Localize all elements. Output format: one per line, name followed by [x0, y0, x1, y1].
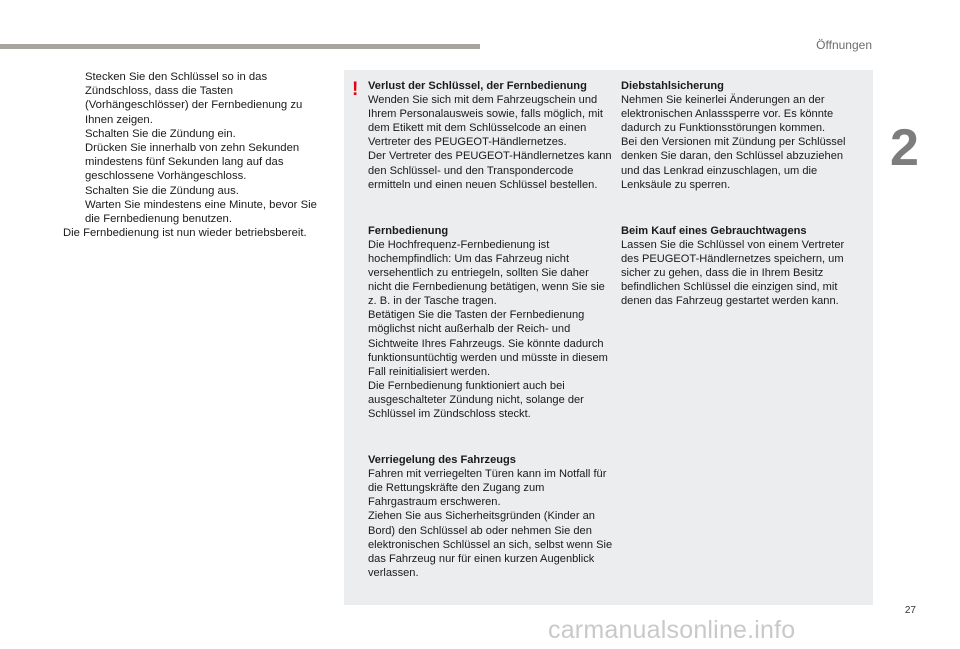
notes-column-left: [368, 79, 614, 602]
section-paragraph: Nehmen Sie keinerlei Änderungen an der elektronischen Anlasssperre vor. Es könnte dadurch zu Funktionsstörungen kommen.: [621, 94, 834, 135]
chapter-title: Öffnungen: [816, 38, 872, 52]
notes-column-right: [621, 79, 861, 330]
conclusion-text: Die Fernbedienung ist nun wieder betriebsbereit.: [63, 227, 307, 240]
section-paragraph: Die Fernbedienung funktioniert auch bei ausgeschalteter Zündung nicht, solange der Schlüssel im Zündschloss steckt.: [368, 379, 584, 420]
instruction-step: [63, 141, 329, 184]
page-number: 27: [904, 605, 916, 616]
header-rule: [0, 44, 480, 49]
instruction-step: [63, 198, 329, 226]
note-section-antitheft: [621, 79, 861, 192]
section-heading: Fernbedienung: [368, 224, 449, 237]
section-paragraph: Betätigen Sie die Tasten der Fernbedienung möglichst nicht außerhalb der Reich- und Sichtweite Ihres Fahrzeugs. Sie könnte dadurch funktionsuntüchtig werden und müsste in diesem Fall reinitialisiert werden.: [368, 309, 608, 378]
section-paragraph: Die Hochfrequenz-Fernbedienung ist hochempfindlich: Um das Fahrzeug nicht versehentlich zu entriegeln, sollten Sie daher nicht die Fernbedienung betätigen, wenn Sie sie z. B. in der Tasche tragen.: [368, 238, 605, 308]
section-paragraph: Der Vertreter des PEUGEOT-Händlernetzes kann den Schlüssel- und den Transpondercode ermitteln und einen neuen Schlüssel bestellen.: [368, 150, 612, 191]
section-paragraph: Fahren mit verriegelten Türen kann im Notfall für die Rettungskräfte den Zugang zum Fahrgastraum erschweren.: [368, 468, 607, 509]
chapter-number: 2: [890, 119, 919, 177]
section-heading: Verriegelung des Fahrzeugs: [368, 454, 516, 467]
note-section-used-car: [621, 224, 861, 309]
section-heading: Beim Kauf eines Gebrauchtwagens: [621, 224, 807, 237]
note-section-locking: [368, 453, 614, 580]
instruction-step: [63, 127, 329, 141]
note-section-key-loss: [368, 79, 614, 192]
section-paragraph: Bei den Versionen mit Zündung per Schlüssel denken Sie daran, den Schlüssel abzuziehen und das Lenkrad einzuschlagen, um die Lenksäule zu sperren.: [621, 136, 846, 191]
step-text: Schalten Sie die Zündung ein.: [85, 127, 236, 140]
section-paragraph: Wenden Sie sich mit dem Fahrzeugschein und Ihrem Personalausweis sowie, falls möglich, mit dem Etikett mit dem Schlüsselcode an einen Vertreter des PEUGEOT-Händlernetzes.: [368, 94, 603, 149]
instruction-step: [63, 184, 329, 198]
note-section-remote: [368, 224, 614, 421]
warning-icon: !: [352, 79, 359, 100]
section-paragraph: Lassen Sie die Schlüssel von einem Vertreter des PEUGEOT-Händlernetzes speichern, um sicher zu gehen, dass die in Ihrem Besitz befindlichen Schlüssel die einzigen sind, mit denen das Fahrzeug gestartet werden kann.: [621, 238, 845, 308]
step-text: Warten Sie mindestens eine Minute, bevor Sie die Fernbedienung benutzen.: [85, 198, 317, 226]
instruction-column: [63, 70, 329, 240]
watermark: carmanualsonline.info: [548, 616, 796, 644]
instruction-step: [63, 70, 329, 127]
section-paragraph: Ziehen Sie aus Sicherheitsgründen (Kinder an Bord) den Schlüssel ab oder nehmen Sie den elektronischen Schlüssel an sich, selbst wenn Sie das Fahrzeug nur für einen kurzen Augenblick verlassen.: [368, 510, 613, 579]
section-heading: Diebstahlsicherung: [621, 80, 724, 92]
step-text: Drücken Sie innerhalb von zehn Sekunden mindestens fünf Sekunden lang auf das geschlossene Vorhängeschloss.: [85, 142, 300, 183]
step-text: Schalten Sie die Zündung aus.: [85, 184, 239, 197]
step-text: Stecken Sie den Schlüssel so in das Zündschloss, dass die Tasten (Vorhängeschlösser) der Fernbedienung zu Ihnen zeigen.: [85, 71, 303, 126]
section-heading: Verlust der Schlüssel, der Fernbedienung: [368, 80, 587, 92]
